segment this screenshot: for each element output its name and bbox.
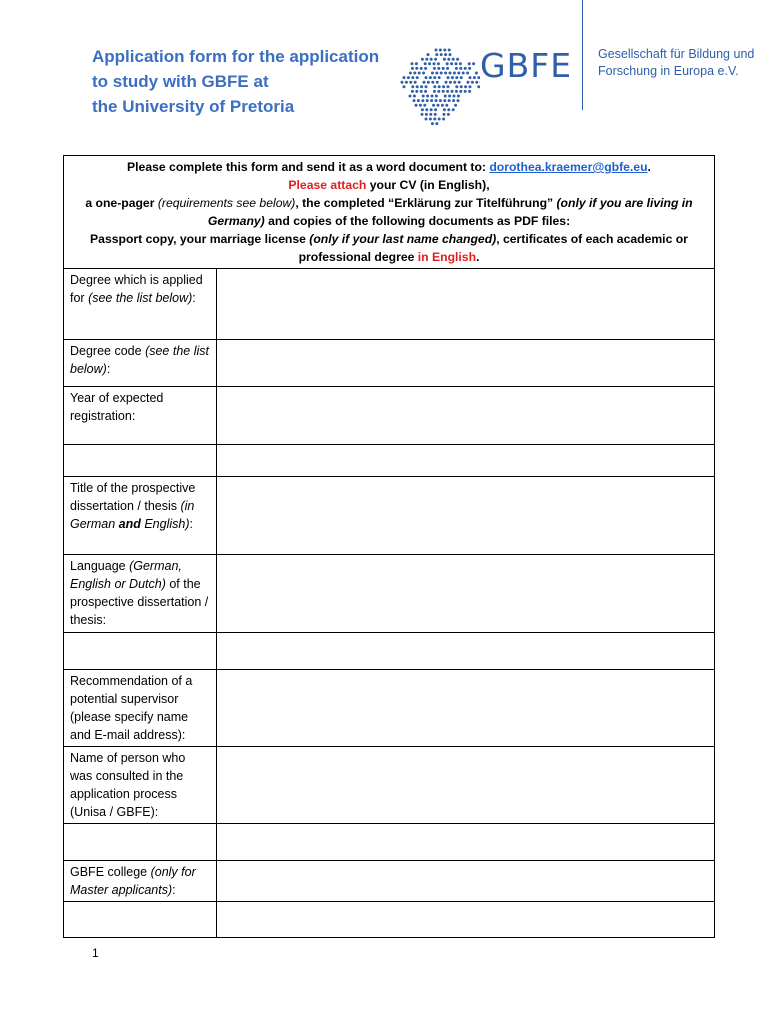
table-row xyxy=(64,445,715,477)
title-line-3: the University of Pretoria xyxy=(92,97,295,116)
instructions-text: . xyxy=(647,160,651,174)
title-line-2: to study with GBFE at xyxy=(92,72,269,91)
table-row xyxy=(64,477,715,555)
label-text: : xyxy=(172,883,176,897)
table-row xyxy=(64,387,715,445)
label-note: and xyxy=(118,517,141,531)
degree-field[interactable] xyxy=(217,269,715,340)
instructions-text: Please complete this form and send it as a word document to: xyxy=(127,160,490,174)
label-text: Title of the prospective dissertation / thesis xyxy=(70,481,196,513)
label-note: (see the list below) xyxy=(70,344,209,376)
consulted-field[interactable] xyxy=(217,747,715,824)
page-title xyxy=(92,44,412,119)
label-text: : xyxy=(189,517,193,531)
instructions-note: (only if your last name changed) xyxy=(309,232,497,246)
label-note: (see the list below) xyxy=(88,291,193,305)
supervisor-field[interactable] xyxy=(217,670,715,747)
instructions-note: (requirements see below) xyxy=(157,196,296,210)
label-text: of the prospective dissertation / thesis: xyxy=(70,577,209,627)
table-row xyxy=(64,269,715,340)
instructions-text: Passport copy, your marriage license xyxy=(90,232,310,246)
blank-label xyxy=(64,824,217,861)
gbfe-logo xyxy=(398,38,770,130)
label-note: English) xyxy=(140,517,190,531)
table-row xyxy=(64,633,715,670)
title-line-1: Application form for the application xyxy=(92,47,380,66)
blank-field[interactable] xyxy=(217,445,715,477)
blank-label xyxy=(64,902,217,938)
college-field[interactable] xyxy=(217,861,715,902)
instructions-text: a one-pager xyxy=(85,196,158,210)
label-text: Language xyxy=(70,559,130,573)
page-number: 1 xyxy=(92,946,99,960)
logo-subtitle-line-2: Forschung in Europa e.V. xyxy=(598,64,739,78)
table-row xyxy=(64,824,715,861)
instructions-text: your CV (in English), xyxy=(366,178,490,192)
instructions-note: (only if you are living in Germany) xyxy=(207,196,693,228)
attach-highlight: Please attach xyxy=(288,178,367,192)
english-highlight: in English xyxy=(417,250,477,264)
blank-field[interactable] xyxy=(217,824,715,861)
blank-label xyxy=(64,445,217,477)
table-row xyxy=(64,902,715,938)
supervisor-label: Recommendation of a potential supervisor (please specify name and E-mail address): xyxy=(64,670,217,747)
logo-divider xyxy=(582,0,583,110)
label-text: : xyxy=(192,291,196,305)
degree-code-field[interactable] xyxy=(217,340,715,387)
logo-subtitle-line-1: Gesellschaft für Bildung und xyxy=(598,47,755,61)
year-label: Year of expected registration: xyxy=(64,387,217,445)
europe-map-icon xyxy=(398,44,480,136)
label-text: GBFE college xyxy=(70,865,151,879)
instructions-row xyxy=(64,156,715,269)
label-note: (German, English or Dutch) xyxy=(70,559,182,591)
degree-label xyxy=(64,269,217,340)
blank-field[interactable] xyxy=(217,902,715,938)
label-text: Degree code xyxy=(70,344,146,358)
instructions-text: , the completed “Erklärung zur Titelführung” xyxy=(295,196,557,210)
logo-subtitle xyxy=(598,46,754,80)
application-form-table xyxy=(63,155,715,938)
consulted-label: Name of person who was consulted in the application process (Unisa / GBFE): xyxy=(64,747,217,824)
college-label xyxy=(64,861,217,902)
year-field[interactable] xyxy=(217,387,715,445)
table-row xyxy=(64,340,715,387)
instructions-text: and copies of the following documents as PDF files: xyxy=(264,214,571,228)
table-row xyxy=(64,747,715,824)
table-row xyxy=(64,861,715,902)
label-note: (only for Master applicants) xyxy=(70,865,196,897)
language-label xyxy=(64,555,217,633)
thesis-title-field[interactable] xyxy=(217,477,715,555)
blank-label xyxy=(64,633,217,670)
blank-field[interactable] xyxy=(217,633,715,670)
thesis-title-label xyxy=(64,477,217,555)
table-row xyxy=(64,670,715,747)
label-note: (in German xyxy=(70,499,195,531)
email-link[interactable]: dorothea.kraemer@gbfe.eu xyxy=(489,160,648,174)
instructions-cell xyxy=(64,156,715,269)
degree-code-label xyxy=(64,340,217,387)
logo-wordmark: GBFE xyxy=(480,46,573,85)
label-text: : xyxy=(106,362,111,376)
table-row xyxy=(64,555,715,633)
label-text: Degree which is applied for xyxy=(70,273,203,305)
language-field[interactable] xyxy=(217,555,715,633)
instructions-text: , certificates of each academic or professional degree xyxy=(298,232,688,264)
instructions-text: . xyxy=(476,250,480,264)
